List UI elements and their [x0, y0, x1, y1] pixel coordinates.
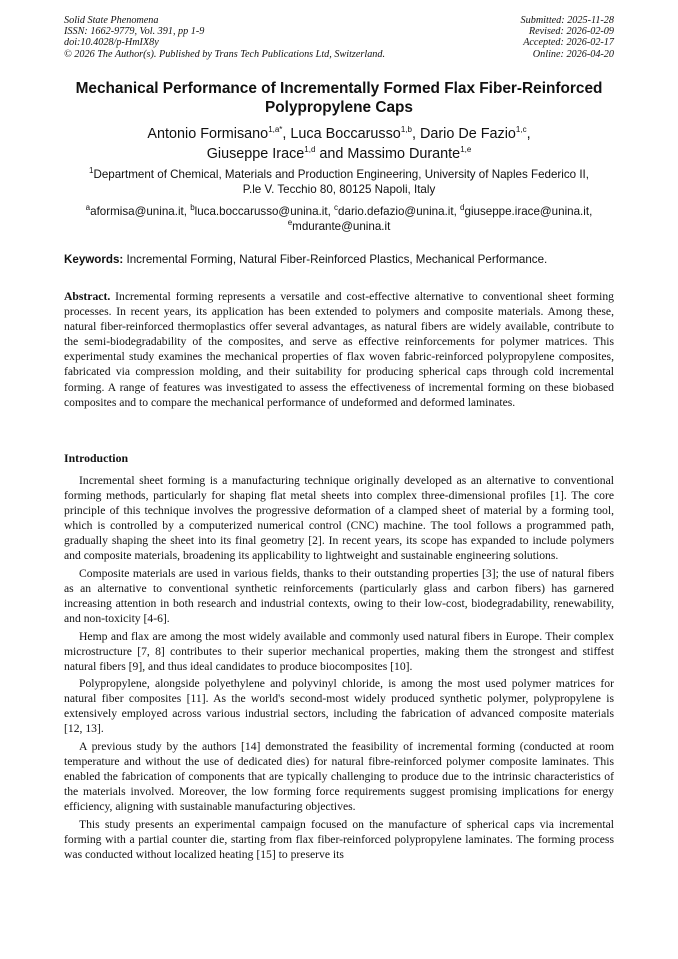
author-name: Giuseppe Irace [206, 146, 305, 162]
intro-paragraph: A previous study by the authors [14] demonstrated the feasibility of incremental forming (conducted at room temperature and without the use of dedicated dies) for natural fibre-reinforced polymer composite laminates. This enabled the fabrication of components that are typically challenging to produce due to the intrinsic characteristics of the materials involved. Moreover, the low forming force requirements suggest promising implications for energy efficiency, aligning with sustainable manufacturing objectives. [64, 739, 614, 814]
author-list [40, 124, 638, 164]
affiliation [40, 167, 638, 197]
author-name: Dario De Fazio [419, 126, 516, 142]
abstract-label: Abstract. [64, 290, 111, 303]
author-name: Luca Boccarusso [290, 126, 401, 142]
email-sep: , [589, 205, 593, 218]
author-sep: , [411, 126, 420, 142]
affiliation-line-2: P.le V. Tecchio 80, 80125 Napoli, Italy [242, 183, 436, 196]
accepted-date: Accepted: 2026-02-17 [523, 37, 614, 49]
author-emails [40, 204, 638, 234]
email-link[interactable]: mdurante@unina.it [292, 220, 391, 233]
title-line-2: Polypropylene Caps [265, 99, 413, 116]
title-line-1: Mechanical Performance of Incrementally Formed Flax Fiber-Reinforced [75, 80, 603, 97]
intro-paragraph: This study presents an experimental campaign focused on the manufacture of spherical caps via incremental forming with a partial counter die, starting from flax fiber-reinforced polypropylene laminates. The forming process was conducted without localized heating [15] to preserve its [64, 817, 614, 861]
author-sep: , [526, 126, 531, 142]
author-sep: , [282, 126, 291, 142]
issn-line: ISSN: 1662-9779, Vol. 391, pp 1-9 [64, 26, 205, 38]
submitted-date: Submitted: 2025-11-28 [520, 15, 614, 26]
email-sup: c [334, 203, 339, 213]
author-sup: 1,a* [268, 125, 283, 135]
online-date: Online: 2026-04-20 [532, 48, 614, 60]
author-sup: 1,b [400, 125, 412, 135]
author-sep: and [315, 146, 348, 162]
keywords-text: Incremental Forming, Natural Fiber-Reinforced Plastics, Mechanical Performance. [123, 253, 548, 266]
email-sep: , [183, 205, 191, 218]
email-sup: d [460, 203, 465, 213]
keywords-label: Keywords: [64, 253, 124, 266]
intro-paragraph: Polypropylene, alongside polyethylene and polyvinyl chloride, is among the most used polymer matrices for natural fiber composites [11]. As the world's second-most widely produced synthetic polymer, polypropylene is extensively employed across various industrial sectors, including the fabrication of advanced composite materials [12, 13]. [64, 677, 614, 736]
email-link[interactable]: luca.boccarusso@unina.it [194, 205, 328, 218]
email-sup: a [85, 203, 91, 213]
author-name: Massimo Durante [347, 146, 461, 162]
author-name: Antonio Formisano [147, 126, 269, 142]
affiliation-sup: 1 [89, 166, 94, 176]
intro-paragraph: Incremental sheet forming is a manufacturing technique originally developed as an alternative to conventional forming methods, particularly for shaping flat metal sheets into complex three-dimensional profiles [1]. The core principle of this technique involves the progressive deformation of a clamped sheet of material by a forming tool, which is controlled by a computerized numerical control (CNC) machine. The tool follows a programmed path, gradually shaping the sheet into its final geometry [2]. In recent years, its scope has expanded to include polymers and composite materials, broadening its applicability to lightweight and sustainable engineering solutions. [64, 474, 614, 563]
copyright-line: © 2026 The Author(s). Published by Trans Tech Publications Ltd, Switzerland. [64, 48, 386, 60]
intro-paragraph: Hemp and flax are among the most widely available and commonly used natural fibers in Europe. Their complex microstructure [7, 8] contributes to their superior mechanical properties, making them the strongest and stiffest natural fibers [9], and thus ideal candidates to produce biocomposites [10]. [64, 629, 614, 673]
email-sep: , [327, 205, 335, 218]
introduction-body [64, 473, 614, 864]
email-sup: e [287, 218, 293, 228]
email-link[interactable]: dario.defazio@unina.it [338, 205, 454, 218]
paper-title [40, 79, 638, 117]
intro-paragraph: Composite materials are used in various fields, thanks to their outstanding properties [3]; the use of natural fibers as an alternative to conventional synthetic reinforcements (particularly glass and carbon fibers) has garnered increasing attention in both research and industrial contexts, owing to their low-cost, biodegradability, renewability, and non-toxicity [4-6]. [64, 566, 614, 626]
email-sep: , [453, 205, 461, 218]
journal-name: Solid State Phenomena [64, 15, 159, 26]
email-link[interactable]: giuseppe.irace@unina.it [464, 205, 590, 218]
author-sup: 1,c [515, 125, 527, 135]
affiliation-line-1: Department of Chemical, Materials and Production Engineering, University of Naples Federico II, [93, 168, 589, 181]
email-sup: b [190, 203, 195, 213]
author-sup: 1,d [304, 145, 316, 155]
author-sup: 1,e [460, 145, 472, 155]
email-link[interactable]: aformisa@unina.it [90, 205, 184, 218]
revised-date: Revised: 2026-02-09 [528, 26, 614, 38]
journal-header [64, 15, 385, 60]
dates-header [521, 15, 614, 60]
doi-line[interactable]: doi:10.4028/p-HmIX8y [64, 37, 159, 49]
abstract [64, 289, 614, 410]
section-heading-introduction: Introduction [64, 451, 129, 465]
keywords [64, 252, 614, 267]
abstract-text: Incremental forming represents a versatile and cost-effective alternative to conventional sheet forming processes. In recent years, its application has been extended to polymers and composite materials. Among these, natural fiber-reinforced thermoplastics offer several advantages, as natural fibers are widely available, contribute to the semi-biodegradability of the composites, and serve as effective reinforcements for polymer matrices. This experimental study examines the mechanical properties of flax woven fabric-reinforced polypropylene composites, fabricated via compression molding, and their suitability for producing spherical caps through cold incremental forming. A range of features was investigated to assess the effectiveness of incremental forming on these biobased composites and to compare the mechanical performance of undeformed and deformed laminates. [64, 290, 614, 409]
